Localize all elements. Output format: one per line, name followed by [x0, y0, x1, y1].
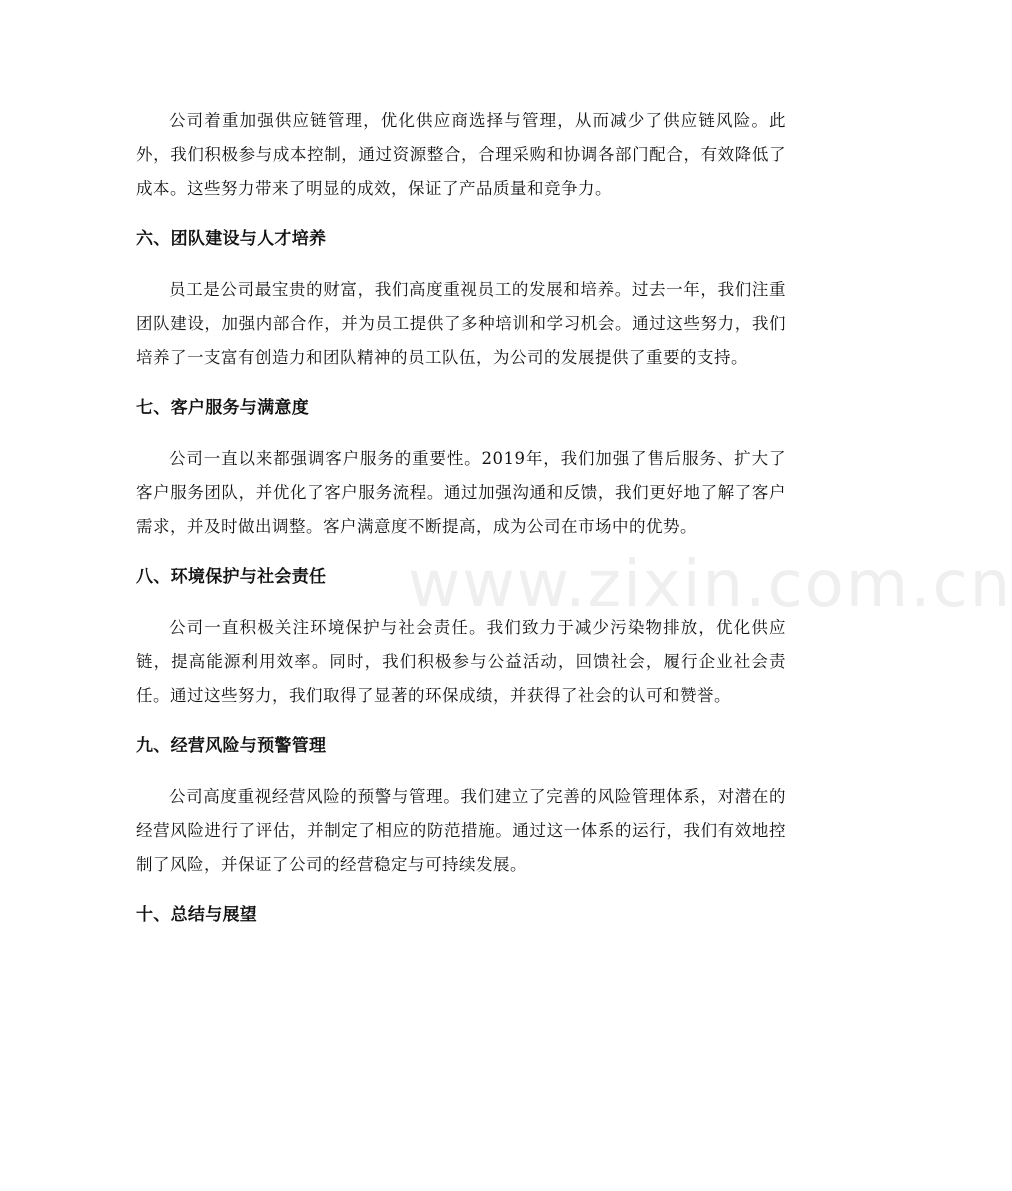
section-heading-environment: 八、环境保护与社会责任: [136, 567, 327, 587]
section-heading-customer: 七、客户服务与满意度: [136, 398, 309, 418]
watermark: www.zixin.com.cn: [408, 548, 1012, 622]
paragraph-environment: 公司一直积极关注环境保护与社会责任。我们致力于减少污染物排放，优化供应链，提高能源利用效率。同时，我们积极参与公益活动，回馈社会，履行企业社会责任。通过这些努力，我们取得了显著的环保成绩，并获得了社会的认可和赞誉。: [136, 618, 786, 705]
section-heading-risk: 九、经营风险与预警管理: [136, 736, 327, 756]
document-body: [136, 104, 786, 932]
section-heading-summary: 十、总结与展望: [136, 905, 258, 925]
section-heading-team: 六、团队建设与人才培养: [136, 229, 327, 249]
paragraph-supply-chain: 公司着重加强供应链管理，优化供应商选择与管理，从而减少了供应链风险。此外，我们积极参与成本控制，通过资源整合，合理采购和协调各部门配合，有效降低了成本。这些努力带来了明显的成效，保证了产品质量和竞争力。: [136, 111, 786, 198]
paragraph-team: 员工是公司最宝贵的财富，我们高度重视员工的发展和培养。过去一年，我们注重团队建设，加强内部合作，并为员工提供了多种培训和学习机会。通过这些努力，我们培养了一支富有创造力和团队精神的员工队伍，为公司的发展提供了重要的支持。: [136, 280, 786, 367]
paragraph-risk: 公司高度重视经营风险的预警与管理。我们建立了完善的风险管理体系，对潜在的经营风险进行了评估，并制定了相应的防范措施。通过这一体系的运行，我们有效地控制了风险，并保证了公司的经营稳定与可持续发展。: [136, 787, 786, 874]
paragraph-customer: 公司一直以来都强调客户服务的重要性。2019年，我们加强了售后服务、扩大了客户服务团队，并优化了客户服务流程。通过加强沟通和反馈，我们更好地了解了客户需求，并及时做出调整。客户满意度不断提高，成为公司在市场中的优势。: [136, 449, 786, 536]
